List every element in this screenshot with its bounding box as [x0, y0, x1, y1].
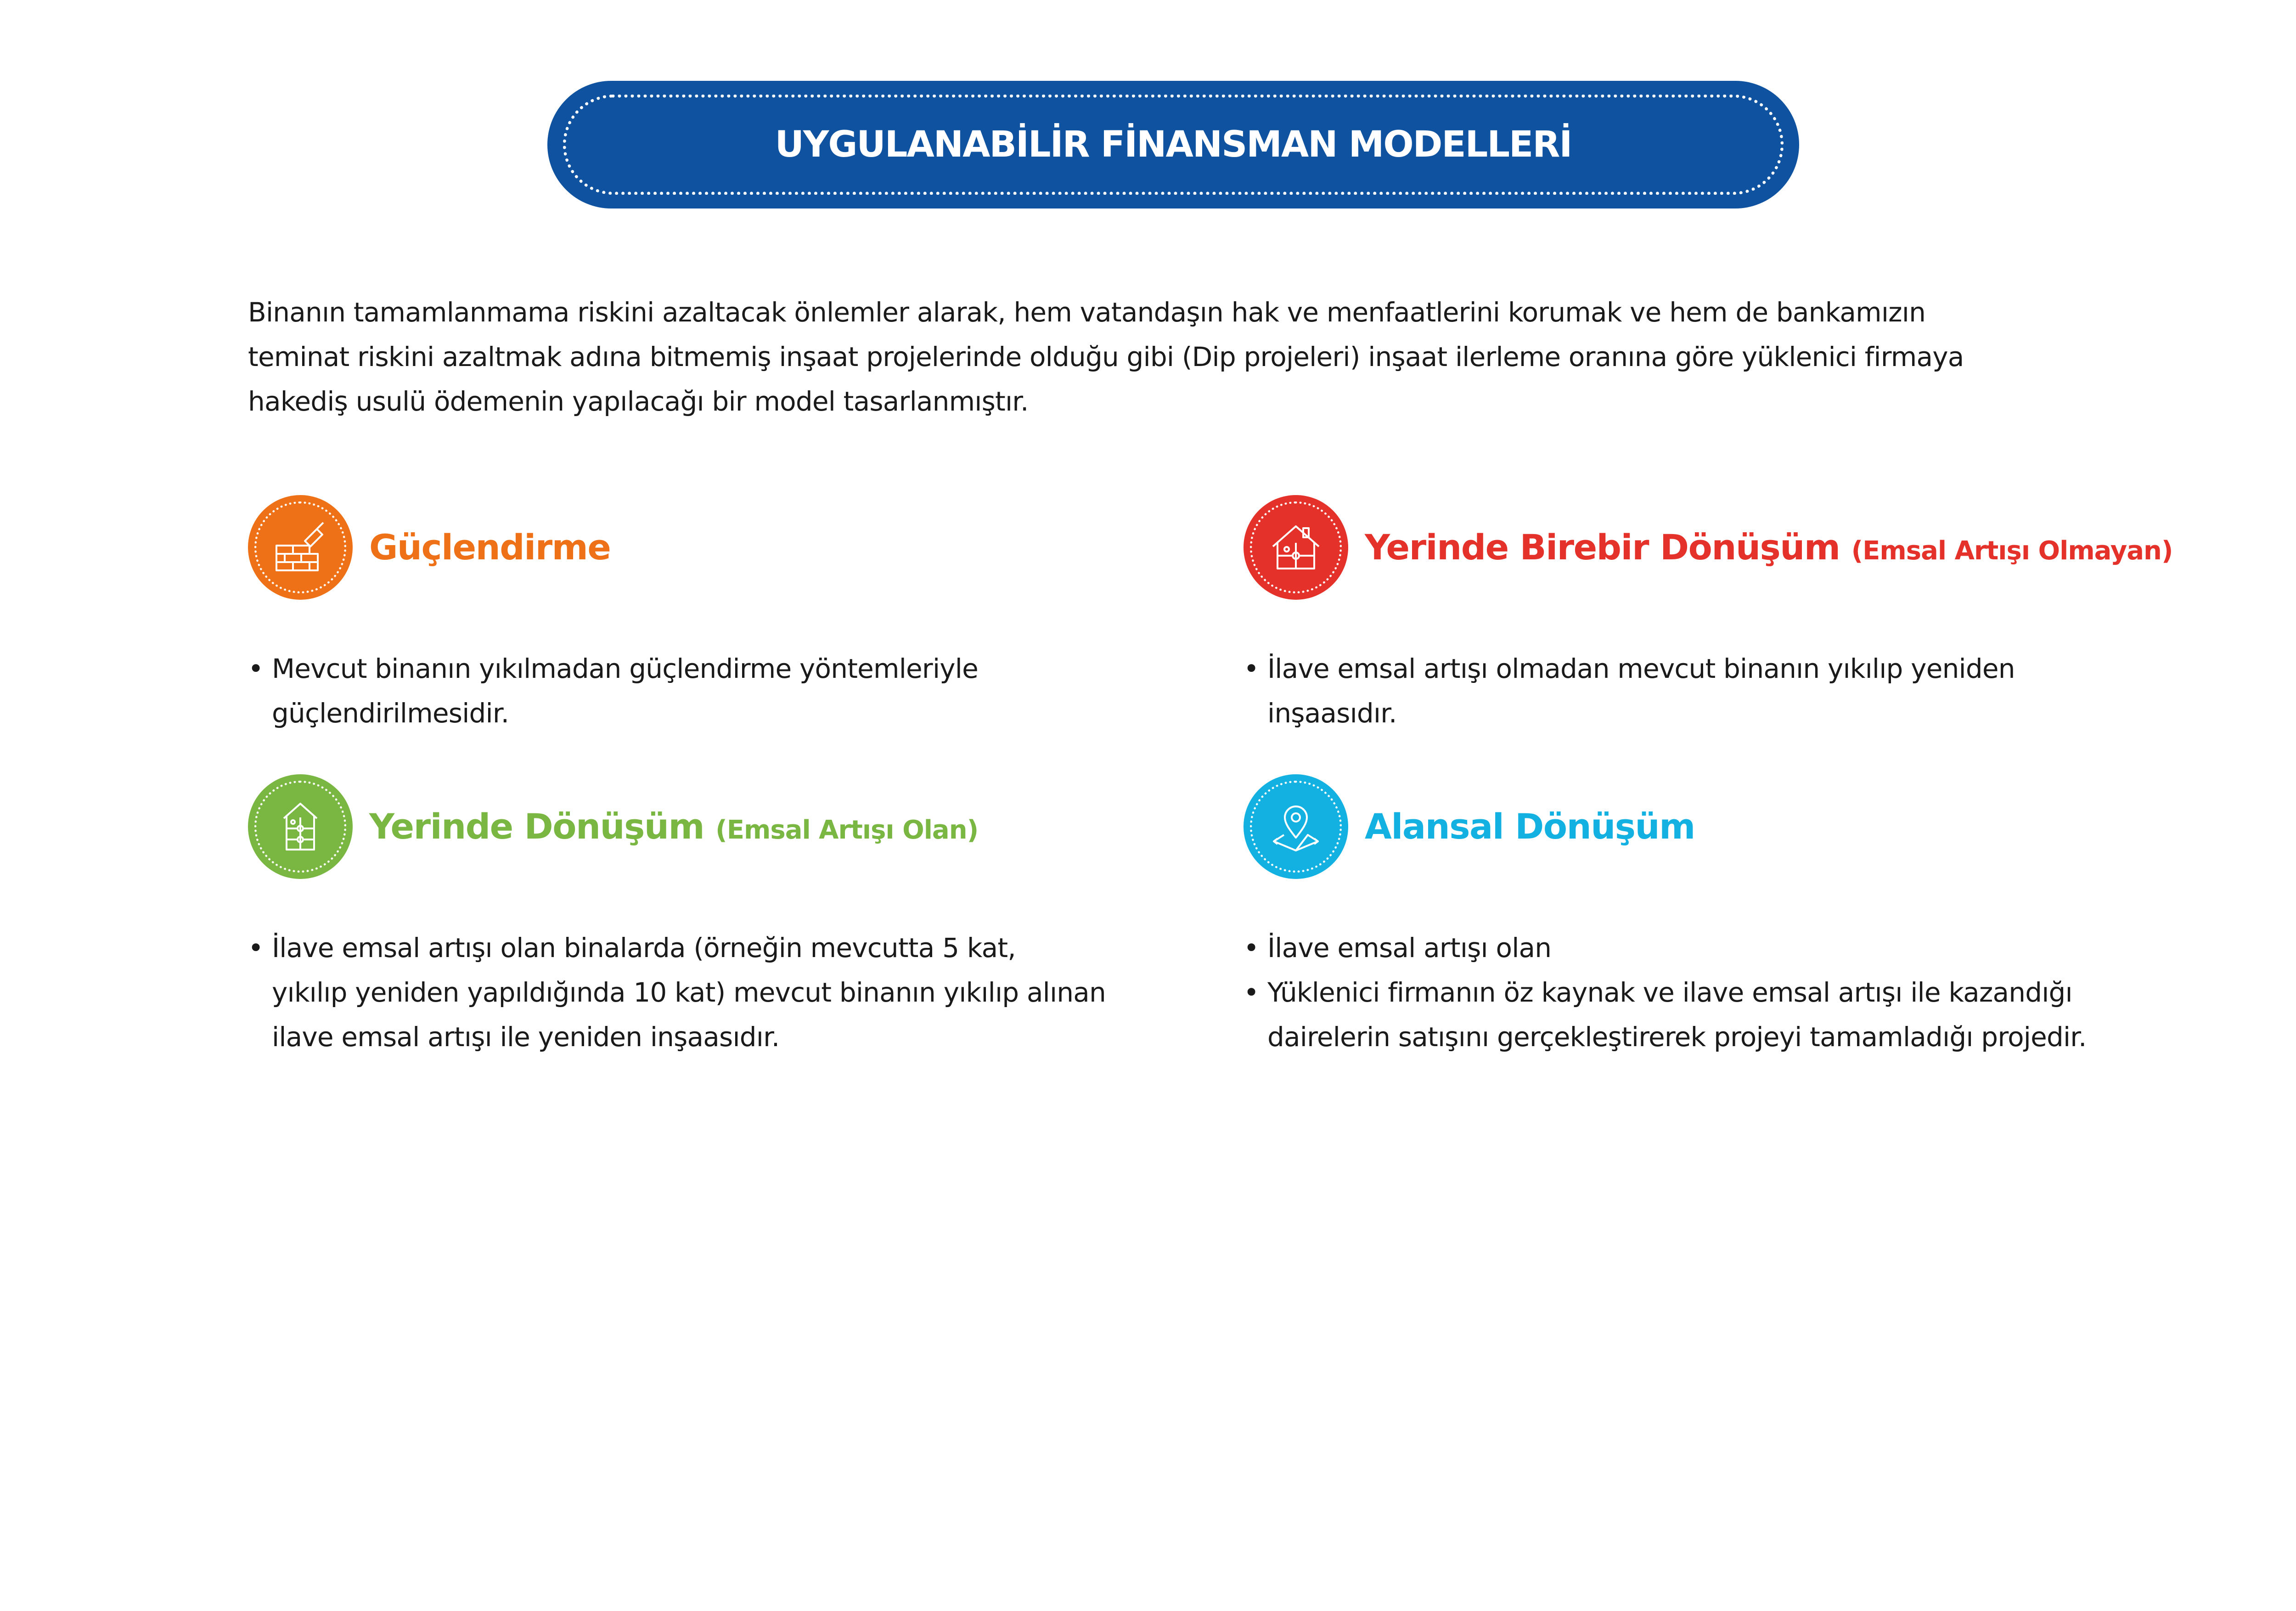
section-icon-circle — [248, 495, 353, 600]
list-item — [248, 926, 1106, 1059]
section-title — [1365, 495, 2173, 603]
section-subtitle: (Emsal Artışı Olmayan) — [1851, 536, 2173, 566]
tall-house-puzzle-icon — [273, 799, 328, 854]
section-title-text: Yerinde Dönüşüm — [369, 806, 704, 847]
section-title — [369, 495, 610, 600]
section-icon-circle — [1244, 495, 1348, 600]
section-title-text: Yerinde Birebir Dönüşüm — [1365, 527, 1840, 568]
bullet-line: • Yüklenici firmanın öz kaynak ve ilave emsal artışı ile kazandığı — [1267, 977, 2072, 1008]
list-item — [1244, 970, 2087, 1059]
section-title — [369, 774, 978, 883]
bullet-line: yıkılıp yeniden yapıldığında 10 kat) mevcut binanın yıkılıp alınan — [272, 977, 1106, 1008]
bullet-list — [1244, 926, 2087, 1059]
map-pin-area-icon — [1268, 799, 1323, 854]
bullet-line: dairelerin satışını gerçekleştirerek projeyi tamamladığı projedir. — [1267, 1021, 2087, 1053]
bullet-line: • Mevcut binanın yıkılmadan güçlendirme yöntemleriyle — [272, 653, 979, 684]
bullet-line: ilave emsal artışı ile yeniden inşaasıdır. — [272, 1021, 780, 1053]
brick-wall-trowel-icon — [273, 520, 328, 575]
intro-line: hakediş usulü ödemenin yapılacağı bir model tasarlanmıştır. — [248, 386, 1029, 417]
intro-line: teminat riskini azaltmak adına bitmemiş inşaat projelerinde olduğu gibi (Dip projeleri) inşaat ilerleme oranına göre yüklenici firmaya — [248, 341, 1964, 372]
title-banner — [547, 81, 1799, 208]
bullet-list — [248, 926, 1106, 1059]
intro-paragraph — [248, 290, 2039, 424]
house-puzzle-icon — [1268, 520, 1323, 575]
section-icon-circle — [248, 774, 353, 879]
section-subtitle: (Emsal Artışı Olan) — [715, 815, 979, 845]
section-title-text: Güçlendirme — [369, 527, 611, 568]
section-title — [1365, 774, 1695, 879]
bullet-line: güçlendirilmesidir. — [272, 698, 509, 729]
section-icon-circle — [1244, 774, 1348, 879]
bullet-list — [1244, 647, 2015, 736]
list-item — [1244, 647, 2015, 736]
section-title-text: Alansal Dönüşüm — [1365, 806, 1695, 847]
bullet-list — [248, 647, 978, 736]
list-item — [1244, 926, 2087, 970]
bullet-line: • İlave emsal artışı olmadan mevcut binanın yıkılıp yeniden — [1267, 653, 2015, 684]
bullet-line: • İlave emsal artışı olan binalarda (örneğin mevcutta 5 kat, — [272, 932, 1016, 963]
bullet-line: • İlave emsal artışı olan — [1267, 932, 1552, 963]
bullet-line: inşaasıdır. — [1267, 698, 1397, 729]
intro-line: Binanın tamamlanmama riskini azaltacak önlemler alarak, hem vatandaşın hak ve menfaatlerini korumak ve hem de bankamızın — [248, 297, 1926, 328]
page-title: UYGULANABİLİR FİNANSMAN MODELLERİ — [775, 124, 1572, 165]
list-item — [248, 647, 978, 736]
